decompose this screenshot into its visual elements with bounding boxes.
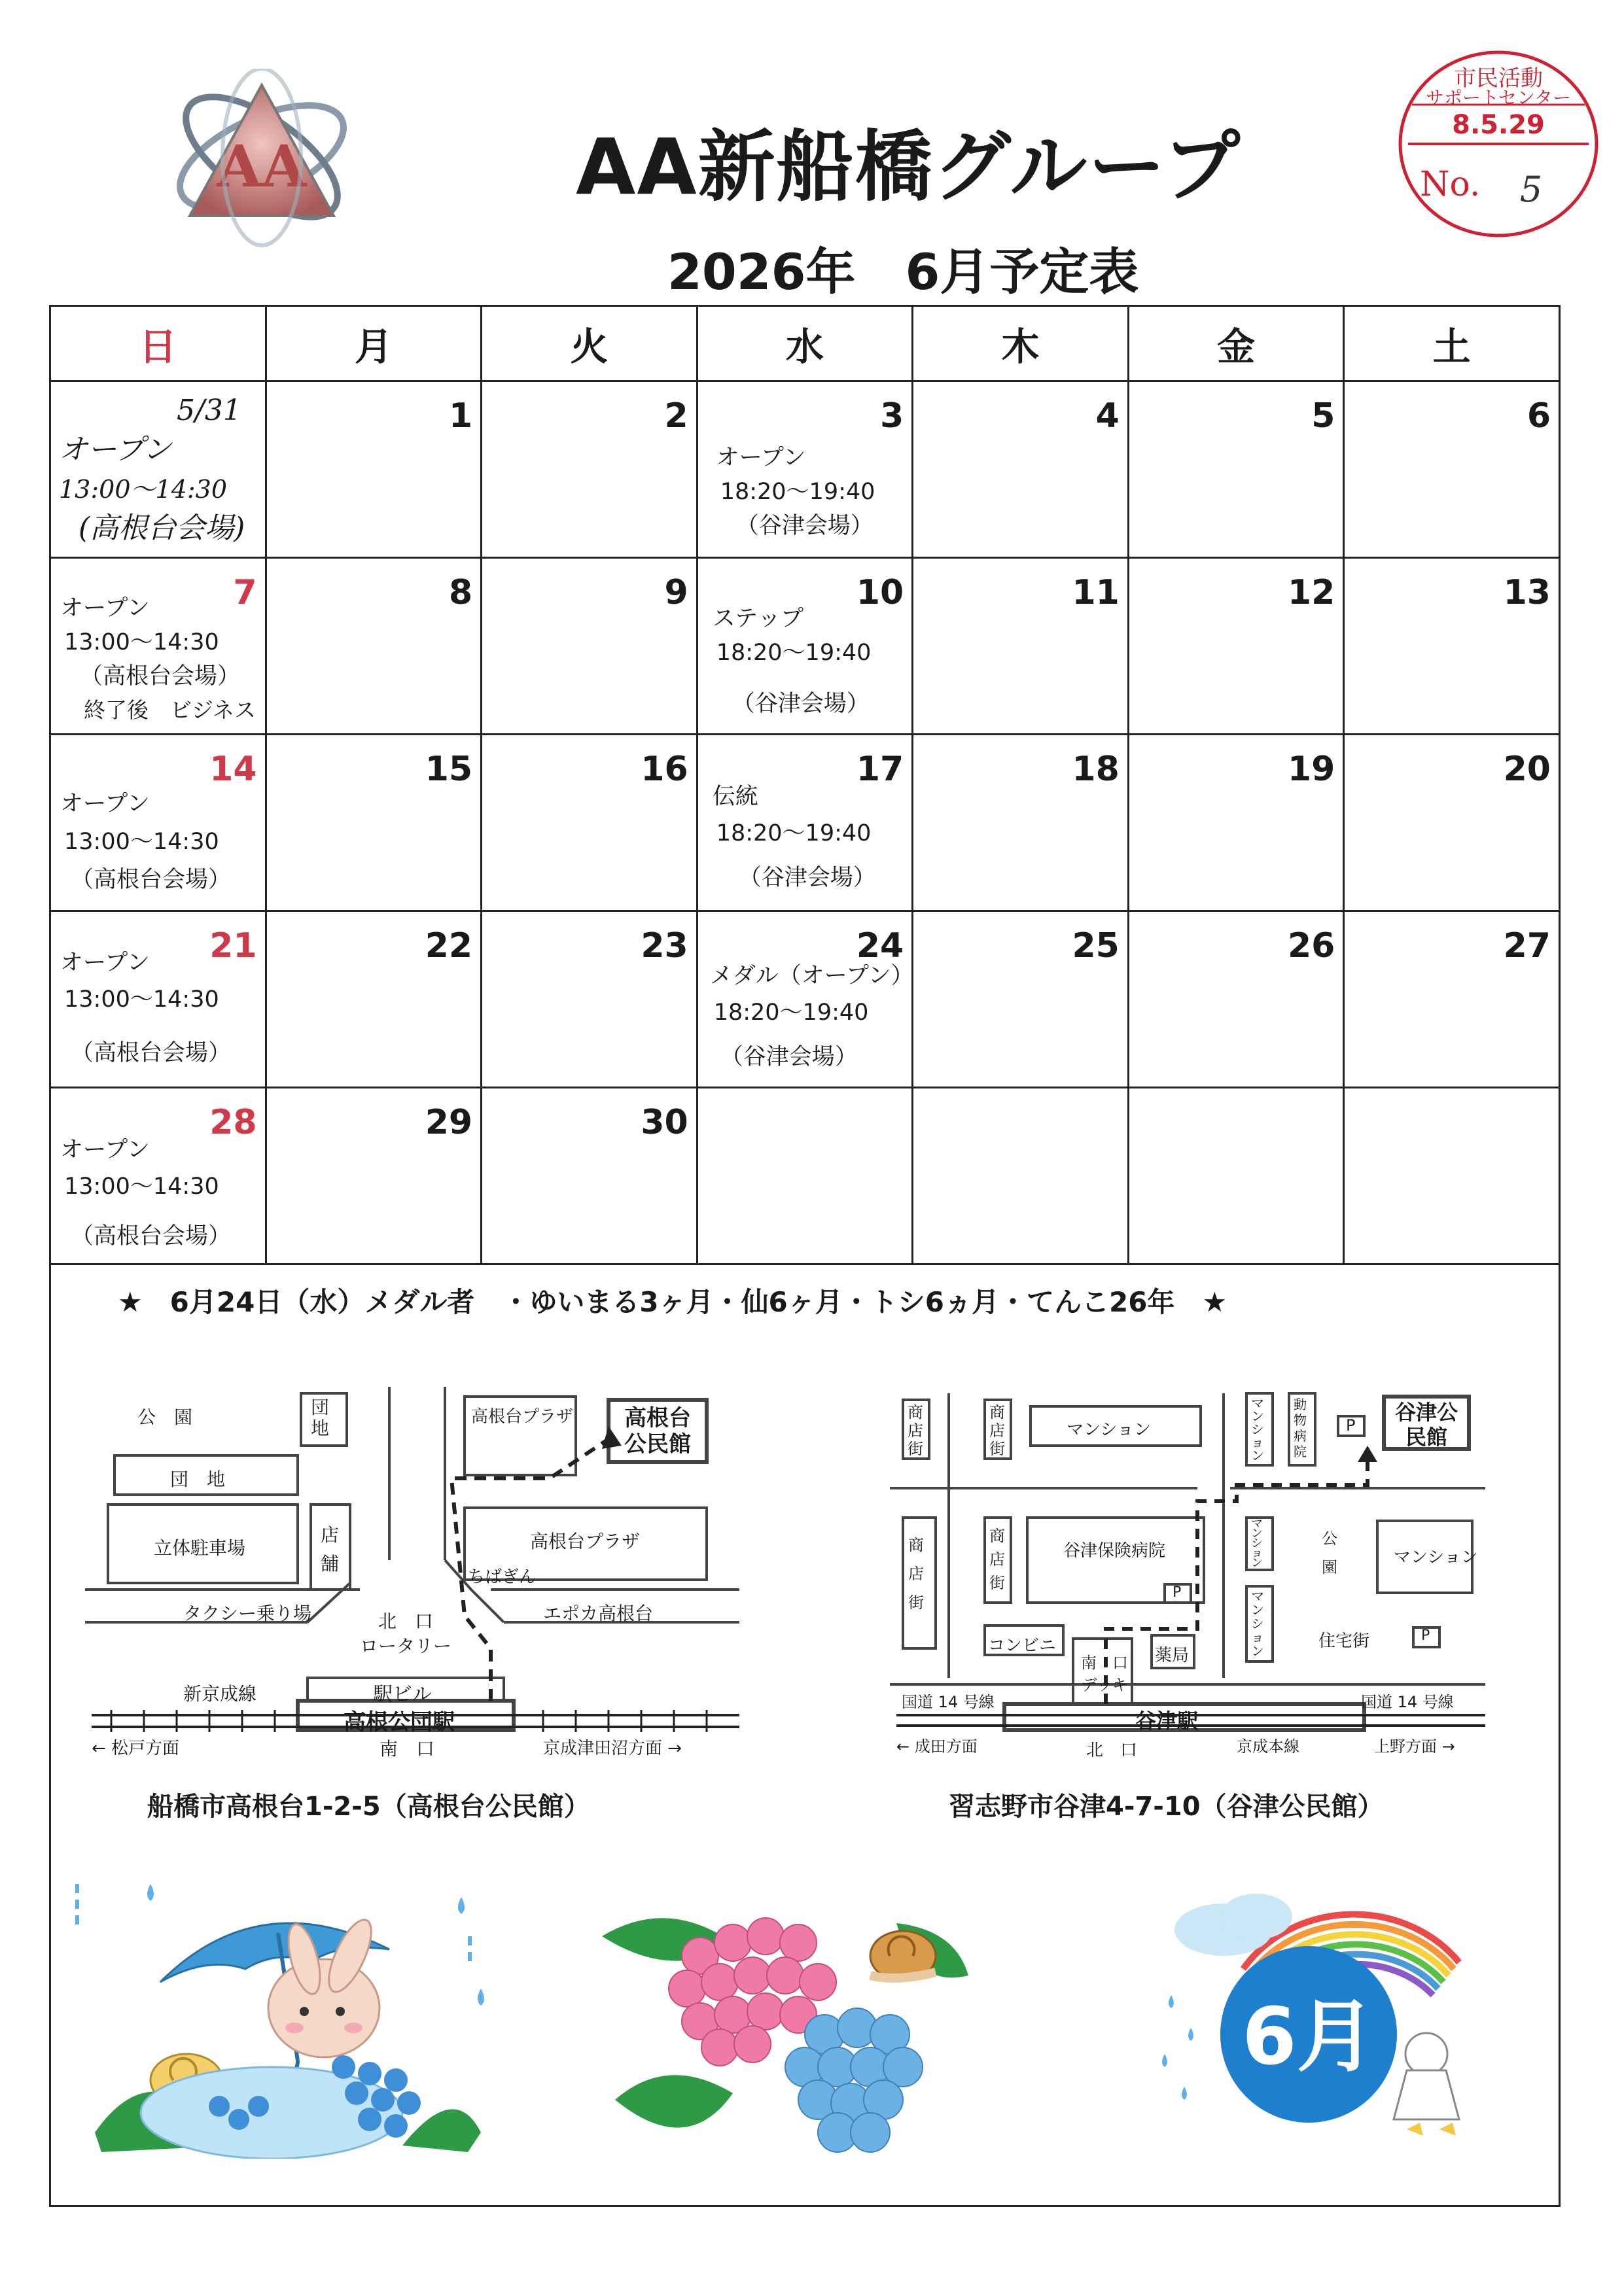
map-label: 上野方面 → <box>1374 1737 1455 1756</box>
day-cell <box>697 735 913 911</box>
meeting-event: オープン 13:00～14:30 （高根台会場） <box>60 950 232 1066</box>
day-number: 26 <box>1288 926 1335 965</box>
map-label: 団 地 <box>170 1469 226 1490</box>
day-number: 24 <box>856 926 904 965</box>
map-takanedai <box>85 1374 752 1766</box>
map-label: ← 松戸方面 <box>92 1739 180 1758</box>
badge-text: 6月 <box>1242 1992 1375 2083</box>
map-label: 北 口 <box>1086 1741 1138 1760</box>
weekday-sat: 土 <box>1344 306 1560 381</box>
day-cell <box>1128 1088 1344 1264</box>
day-cell <box>266 558 482 735</box>
stamp-no-value: 5 <box>1519 169 1543 210</box>
weekday-mon: 月 <box>266 306 482 381</box>
map-label: マンション <box>1251 1588 1264 1659</box>
map-label: 公園 <box>1322 1529 1337 1576</box>
map-label: P <box>1421 1627 1430 1644</box>
day-number: 9 <box>664 573 688 612</box>
hydrangea-snail-illustration <box>589 1884 981 2165</box>
map-label: 南 口 <box>380 1738 435 1760</box>
group-logo <box>167 69 357 258</box>
day-number: 20 <box>1503 750 1551 789</box>
day-number: 1 <box>448 396 473 436</box>
map-label: 北 口 ロータリー <box>360 1610 452 1657</box>
meeting-event: ステップ 18:20～19:40 （谷津会場） <box>712 606 872 717</box>
map-label: マンション <box>1394 1548 1478 1567</box>
map-label: 南 口 デッキ <box>1081 1654 1128 1694</box>
map-label: 高根台プラザ <box>471 1407 574 1427</box>
day-number: 2 <box>664 396 688 436</box>
page-title: AA新船橋グループ <box>576 122 1242 212</box>
map-label: 商店街 <box>908 1403 923 1458</box>
map-label: 店舗 <box>321 1524 340 1574</box>
day-number: 11 <box>1072 573 1120 612</box>
map-label: 商店街 <box>989 1527 1005 1592</box>
map-label: 薬局 <box>1155 1646 1190 1665</box>
map-label: 京成津田沼方面 → <box>543 1739 682 1758</box>
day-cell <box>1344 1088 1560 1264</box>
day-cell <box>1344 735 1560 911</box>
day-cell <box>913 1088 1129 1264</box>
umbrella-rabbit-illustration <box>62 1871 507 2159</box>
weekday-tue: 火 <box>482 306 697 381</box>
day-cell <box>913 381 1129 558</box>
meeting-event: オープン 13:00～14:30 （高根台会場） <box>60 1137 232 1249</box>
map-label: マンション <box>1067 1420 1151 1440</box>
map-yatsu <box>890 1380 1492 1766</box>
calendar <box>49 305 1561 1249</box>
meeting-event: オープン 13:00～14:30 （高根台会場） 終了後 ビジネス <box>60 595 256 723</box>
day-number: 30 <box>641 1103 688 1142</box>
stamp-no-label: No. <box>1420 165 1481 204</box>
meeting-event: オープン 18:20～19:40 （谷津会場） <box>716 445 875 539</box>
map-label: 動物病院 <box>1294 1397 1307 1459</box>
day-number: 18 <box>1072 750 1120 789</box>
weekday-header-row <box>50 306 1560 381</box>
day-cell <box>697 381 913 558</box>
day-number: 10 <box>856 573 904 612</box>
calendar-week <box>50 381 1560 558</box>
day-cell <box>266 911 482 1088</box>
day-number: 12 <box>1288 573 1335 612</box>
day-number: 5 <box>1311 396 1335 436</box>
day-cell <box>1344 558 1560 735</box>
map-label: タクシー乗り場 <box>183 1603 312 1624</box>
meeting-event: メダル（オープン） 18:20～19:40 （谷津会場） <box>709 963 914 1070</box>
day-cell <box>482 911 697 1088</box>
map-label: 団地 <box>311 1397 330 1439</box>
stamp-date: 8.5.29 <box>1452 110 1545 140</box>
day-cell <box>913 911 1129 1088</box>
map-label: エポカ高根台 <box>543 1603 654 1624</box>
day-number: 25 <box>1072 926 1120 965</box>
weekday-thu: 木 <box>913 306 1129 381</box>
map-label: 谷津駅 <box>1135 1709 1199 1733</box>
weekday-sun: 日 <box>50 306 266 381</box>
address-yatsu: 習志野市谷津4-7-10（谷津公民館） <box>949 1792 1384 1822</box>
day-cell <box>482 558 697 735</box>
calendar-grid <box>49 305 1561 1265</box>
map-label: ちばぎん <box>468 1567 537 1587</box>
june-badge-illustration <box>1145 1871 1505 2152</box>
map-label: 商店街 <box>989 1403 1005 1458</box>
stamp-org-line1: 市民活動 <box>1454 65 1543 92</box>
day-cell <box>697 911 913 1088</box>
day-cell <box>1344 911 1560 1088</box>
map-label: コンビニ <box>988 1636 1057 1656</box>
stamp-org-line2: サポートセンター <box>1425 87 1572 109</box>
map-label: 高根公団駅 <box>344 1709 455 1735</box>
calendar-week <box>50 1088 1560 1264</box>
map-label: 谷津保険病院 <box>1063 1541 1166 1561</box>
meeting-event: 伝統 18:20～19:40 （谷津会場） <box>712 784 876 891</box>
map-label: 駅ビル <box>373 1683 432 1706</box>
day-cell <box>913 558 1129 735</box>
map-label: 国道 14 号線 <box>1361 1693 1454 1711</box>
weekday-fri: 金 <box>1128 306 1344 381</box>
day-cell <box>1344 381 1560 558</box>
day-cell <box>50 1088 266 1264</box>
day-number: 19 <box>1288 750 1335 789</box>
day-number: 27 <box>1503 926 1551 965</box>
map-label: 新京成線 <box>183 1683 257 1705</box>
day-cell <box>482 735 697 911</box>
map-label: マンション <box>1251 1517 1263 1570</box>
map-label: 国道 14 号線 <box>902 1693 995 1711</box>
day-cell-may-31 <box>50 381 266 558</box>
map-label: 京成本線 <box>1237 1737 1299 1756</box>
day-cell <box>482 1088 697 1264</box>
map-label: 高根台プラザ <box>530 1531 641 1552</box>
day-number: 3 <box>880 396 904 436</box>
day-number: 8 <box>448 573 473 612</box>
map-label: 商店街 <box>908 1536 924 1612</box>
day-number: 22 <box>425 926 473 965</box>
map-label: 高根台公民館 <box>624 1405 691 1457</box>
calendar-week <box>50 735 1560 911</box>
weekday-wed: 水 <box>697 306 913 381</box>
day-number: 15 <box>425 750 473 789</box>
meeting-event: オープン 13:00～14:30 （高根台会場） <box>60 791 232 893</box>
map-label: 公 園 <box>137 1406 193 1428</box>
day-cell <box>1128 558 1344 735</box>
day-cell <box>50 911 266 1088</box>
handwritten-note: 5/31 オープン 13:00～14:30 (高根台会場) <box>59 394 245 545</box>
day-cell <box>266 381 482 558</box>
day-number: 6 <box>1527 396 1551 436</box>
calendar-week <box>50 911 1560 1088</box>
map-label: P <box>1346 1416 1356 1435</box>
map-label: 立体駐車場 <box>154 1537 246 1559</box>
day-cell <box>266 735 482 911</box>
calendar-week <box>50 558 1560 735</box>
svg-text:AA: AA <box>217 132 307 200</box>
day-cell <box>50 735 266 911</box>
medal-notice: ★ 6月24日（水）メダル者 ・ゆいまる3ヶ月・仙6ヶ月・トシ6ヵ月・てんこ26年 ★ <box>118 1286 1227 1318</box>
day-cell <box>1128 381 1344 558</box>
day-cell <box>697 558 913 735</box>
day-cell <box>482 381 697 558</box>
day-cell <box>697 1088 913 1264</box>
schedule-subtitle: 2026年 6月予定表 <box>667 243 1139 301</box>
day-number: 16 <box>641 750 688 789</box>
registration-stamp <box>1394 46 1603 242</box>
address-takanedai: 船橋市高根台1-2-5（高根台公民館） <box>147 1792 590 1822</box>
day-number: 17 <box>856 750 904 789</box>
day-number: 23 <box>641 926 688 965</box>
day-number: 14 <box>209 750 257 789</box>
day-cell <box>1128 911 1344 1088</box>
map-label: マンション <box>1251 1395 1264 1463</box>
day-number: 29 <box>425 1103 473 1142</box>
day-number: 21 <box>209 926 257 965</box>
map-label: P <box>1173 1584 1182 1601</box>
day-number: 28 <box>209 1103 257 1142</box>
day-number: 13 <box>1503 573 1551 612</box>
day-cell <box>913 735 1129 911</box>
day-cell <box>1128 735 1344 911</box>
map-label: 住宅街 <box>1318 1631 1370 1651</box>
map-label: 谷津公民館 <box>1394 1400 1458 1450</box>
map-label: ← 成田方面 <box>896 1737 978 1756</box>
day-number: 7 <box>233 573 257 612</box>
day-cell <box>266 1088 482 1264</box>
day-cell <box>50 558 266 735</box>
day-number: 4 <box>1095 396 1120 436</box>
